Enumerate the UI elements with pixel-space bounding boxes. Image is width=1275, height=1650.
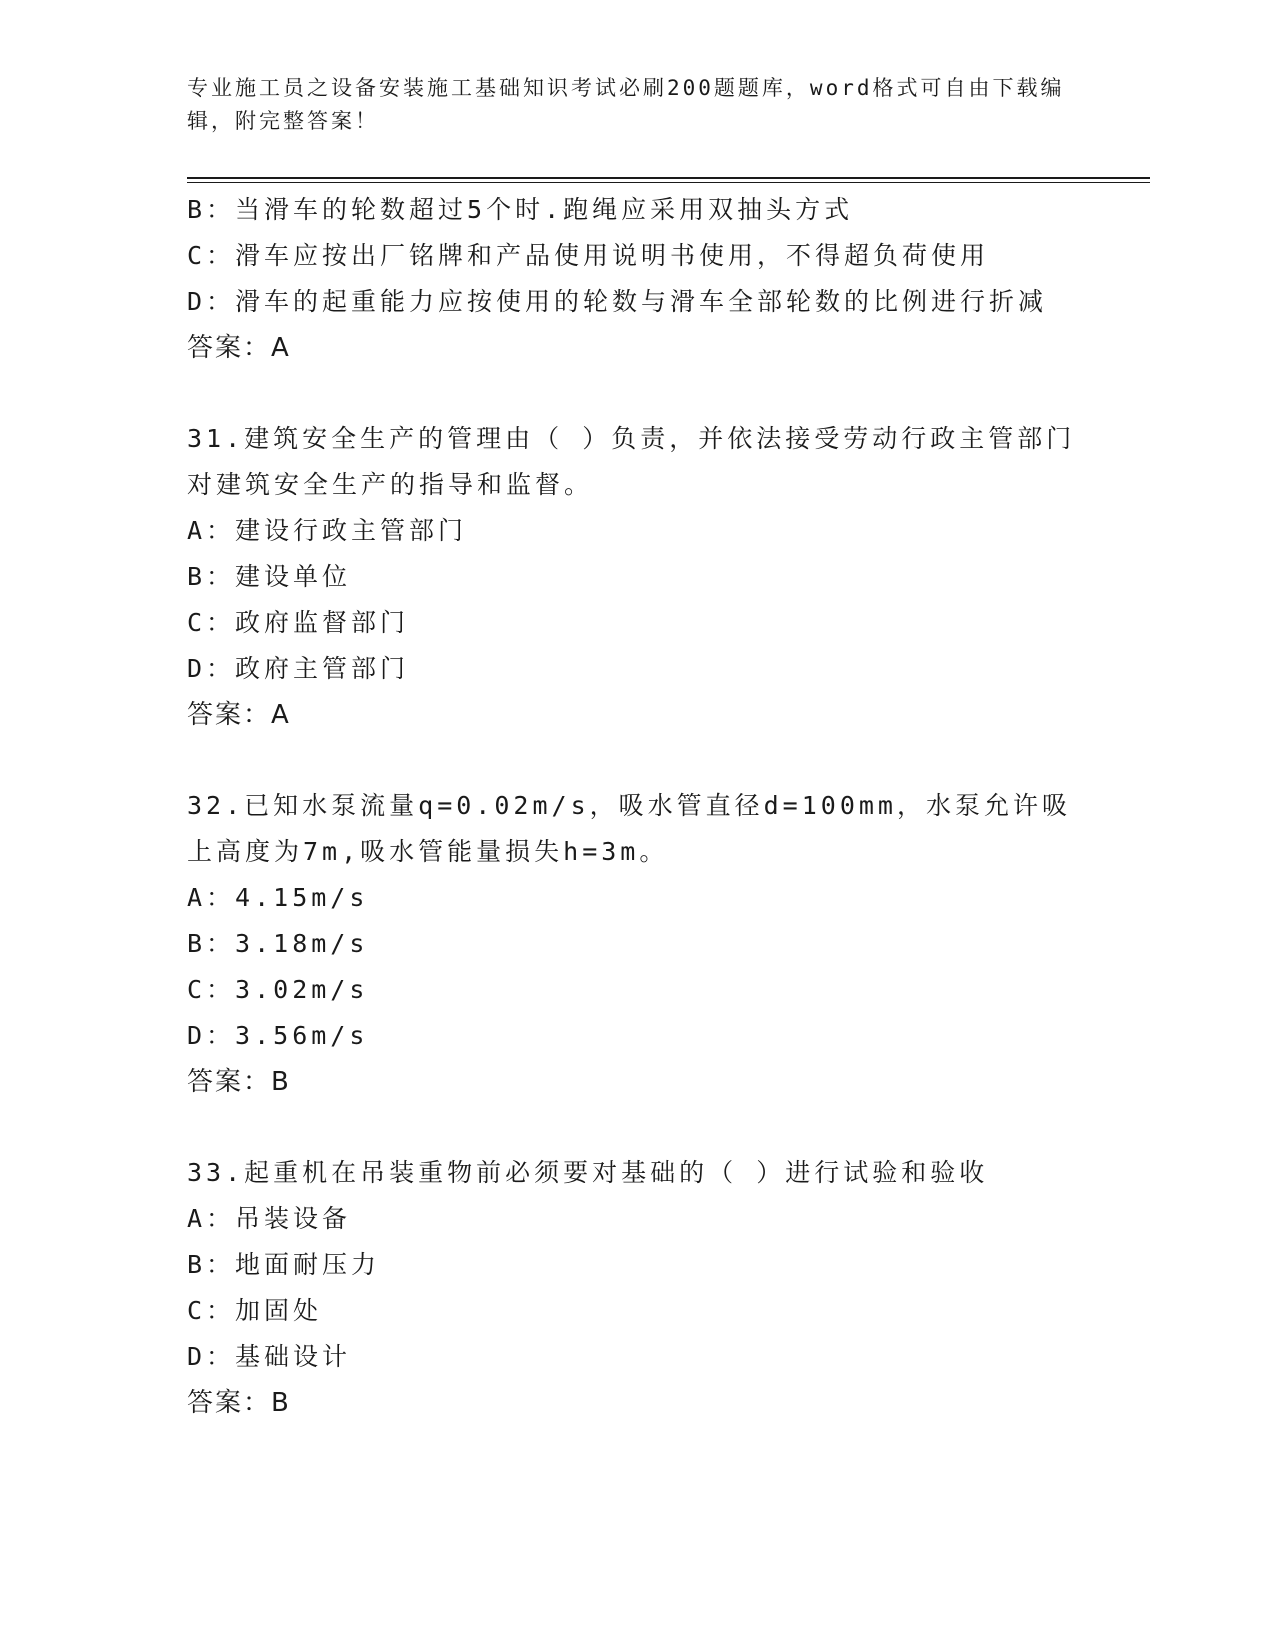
option-d: D：滑车的起重能力应按使用的轮数与滑车全部轮数的比例进行折减: [187, 287, 1048, 316]
option-b: B：3.18m/s: [187, 929, 369, 958]
option-c: C：滑车应按出厂铭牌和产品使用说明书使用，不得超负荷使用: [187, 241, 990, 270]
header-divider-top: [187, 177, 1150, 179]
question-block-31: [187, 416, 1087, 738]
question-block-continued: [187, 187, 1087, 371]
header-divider-bottom: [187, 182, 1150, 183]
question-list: [187, 187, 1087, 1426]
option-b: B：当滑车的轮数超过5个时.跑绳应采用双抽头方式: [187, 195, 854, 224]
option-c: C：加固处: [187, 1296, 323, 1325]
answer: 答案：B: [187, 1067, 291, 1097]
option-c: C：政府监督部门: [187, 608, 410, 637]
answer: 答案：B: [187, 1388, 291, 1418]
spacer: [187, 738, 1087, 783]
question-text: 33.起重机在吊装重物前必须要对基础的（ ）进行试验和验收: [187, 1158, 989, 1187]
option-c: C：3.02m/s: [187, 975, 369, 1004]
option-d: D：基础设计: [187, 1342, 352, 1371]
option-a: A：建设行政主管部门: [187, 516, 468, 545]
option-b: B：建设单位: [187, 562, 352, 591]
option-a: A：吊装设备: [187, 1204, 352, 1233]
question-block-32: [187, 783, 1087, 1105]
option-d: D：3.56m/s: [187, 1021, 369, 1050]
document-header: 专业施工员之设备安装施工基础知识考试必刷200题题库，word格式可自由下载编辑，附完整答案！: [187, 76, 1065, 133]
spacer: [187, 371, 1087, 416]
spacer: [187, 1105, 1087, 1150]
option-d: D：政府主管部门: [187, 654, 410, 683]
question-text: 31.建筑安全生产的管理由（ ）负责，并依法接受劳动行政主管部门对建筑安全生产的指导和监督。: [187, 424, 1076, 499]
question-block-33: [187, 1150, 1087, 1426]
answer: 答案：A: [187, 333, 291, 363]
option-b: B：地面耐压力: [187, 1250, 381, 1279]
question-text: 32.已知水泵流量q=0.02m/s，吸水管直径d=100mm，水泵允许吸上高度为7m,吸水管能量损失h=3m。: [187, 791, 1071, 866]
option-a: A：4.15m/s: [187, 883, 369, 912]
answer: 答案：A: [187, 700, 291, 730]
